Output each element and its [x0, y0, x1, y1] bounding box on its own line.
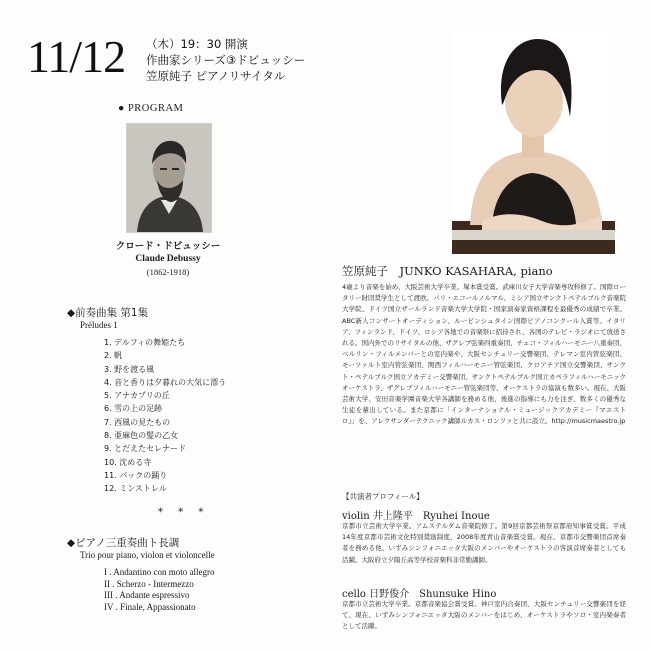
prelude-item: 8. 亜麻色の髪の乙女 — [104, 431, 179, 441]
trio-title: ◆ピアノ三重奏曲ト長調 — [67, 537, 180, 549]
program-label: ● PROGRAM — [118, 103, 184, 114]
trio-movement-list — [104, 567, 214, 613]
prelude-item: 9. とだえたセレナード — [104, 444, 187, 454]
prelude-item: 4. 音と香りは夕暮れの大気に漂う — [104, 377, 227, 387]
composer-name-jp: クロード・ドビュッシー — [115, 241, 221, 252]
prelude-item: 7. 西風の見たもの — [104, 417, 171, 427]
prelude-item: 11. パックの踊り — [104, 470, 168, 480]
concert-header — [146, 36, 305, 84]
debussy-portrait-image — [126, 123, 212, 233]
pianist-title: 笠原純子 JUNKO KASAHARA, piano — [342, 264, 553, 278]
trio-movement-item: IV . Finale, Appassionato — [104, 601, 196, 612]
trio-movement-item: II . Scherzo - Intermezzo — [104, 578, 194, 589]
prelude-item: 3. 野を渡る風 — [104, 364, 155, 374]
trio-movement-item: I . Andantino con moto allegro — [104, 567, 215, 577]
concert-date: 11/12 — [27, 31, 126, 82]
recital-title: 笠原純子 ピアノリサイタル — [146, 69, 286, 83]
trio-movement-item: III . Andante espressivo — [104, 590, 190, 600]
prelude-item: 2. 帆 — [104, 351, 123, 361]
prelude-item: 10. 沈める寺 — [104, 457, 152, 467]
violinist-name: violin 井上隆平 Ryuhei Inoue — [342, 511, 490, 522]
pianist-bio: 4歳より音楽を始め、大阪芸術大学卒業。塚本賞受賞。武庫川女子大学音楽専攻科修了。国際ロータリー財団奨学生として渡欧、パリ・エコールノルマル、ミシア国立サンクトペテルブルク音楽院大学院、ドイツ国立ザールランド音楽大学大学院・国家演奏家資格課程を最優秀の成績で卒業。ABC新人コンサートオーディション、ルービンシュタイン国際ピアノコンクール入賞等。イタリア、フィンランド、ドイツ、ロシア各地での音楽祭に招待され、各国のテレビ・ラジオにて放送される。国内外でのリサイタルの他、ザグレブ弦楽四重奏団、チェコ・フィルハーモニー八重奏団、ベルリン・フィルメンバーとの室内楽や、大阪センチュリー交響楽団、テレマン室内管弦楽団、モーツァルト室内管弦楽団、関西フィルハーモニー管弦楽団、クロアチア国立交響楽団、サンクト・ペテルブルク国立アカデミー交響楽団、サンクトペテルブルク国立カペラフィルハーモニックオーケストラ、ザグレブフィルハーモニー管弦楽団等、オーケストラの協演も数多い。現在、大阪芸術大学、安田音楽学園音楽大学各講師を務める他、後進の指導にも力を注ぎ、数多くの優秀な生徒を輩出している。また京都に「インターナショナル・ミュージックアカデミー『マエストロ』」を、アレクサンダーテクニック講師ルカス・ロンツァと共に設立。http://musicmaestro.jp — [342, 283, 626, 426]
preludes-subtitle: Préludes 1 — [80, 320, 118, 330]
violinist-bio: 京都市立芸術大学卒業。アムステルダム音楽院修了。第9回京都芸術祭京都府知事賞受賞。平成14年度京都市芸術文化特別奨励制度、2008年度青山音楽賞受賞。現在、京都市交響楽団首席奏者を務める他、いずみシンフォニエッタ大阪のメンバーやオーケストラの客演首席奏者としても活躍。大阪府立夕陽丘高等学校音楽科非常勤講師。 — [342, 522, 626, 564]
series-title: 作曲家シリーズ③ドビュッシー — [146, 53, 306, 67]
prelude-item: 1. デルフィの舞姫たち — [104, 338, 186, 347]
start-time: （木）19：30 開演 — [146, 37, 248, 51]
section-divider: * * * — [158, 507, 210, 518]
cellist-bio: 京都市立芸術大学卒業。京都音楽協会賞受賞。神戸室内合奏団、大阪センチュリー交響楽団を経て、現在、いずみシンフォニエッタ大阪のメンバーをはじめ、オーケストラやソロ・室内楽奏者として活躍。 — [342, 600, 626, 631]
pianist-photo-image — [452, 25, 615, 254]
prelude-list — [104, 336, 226, 496]
guest-profile-label: 【共演者プロフィール】 — [342, 492, 424, 501]
composer-caption — [110, 240, 226, 279]
prelude-item: 5. アナカプリの丘 — [104, 391, 170, 401]
trio-subtitle: Trio pour piano, violon et violoncelle — [80, 550, 215, 560]
preludes-title: ◆前奏曲集 第1集 — [67, 307, 149, 319]
cellist-name: cello 日野俊介 Shunsuke Hino — [342, 589, 497, 600]
prelude-item: 12. ミンストレル — [104, 484, 167, 494]
composer-name-en: Claude Debussy — [135, 254, 201, 264]
prelude-item: 6. 雪の上の足跡 — [104, 404, 163, 414]
composer-years: (1862-1918) — [146, 267, 190, 277]
